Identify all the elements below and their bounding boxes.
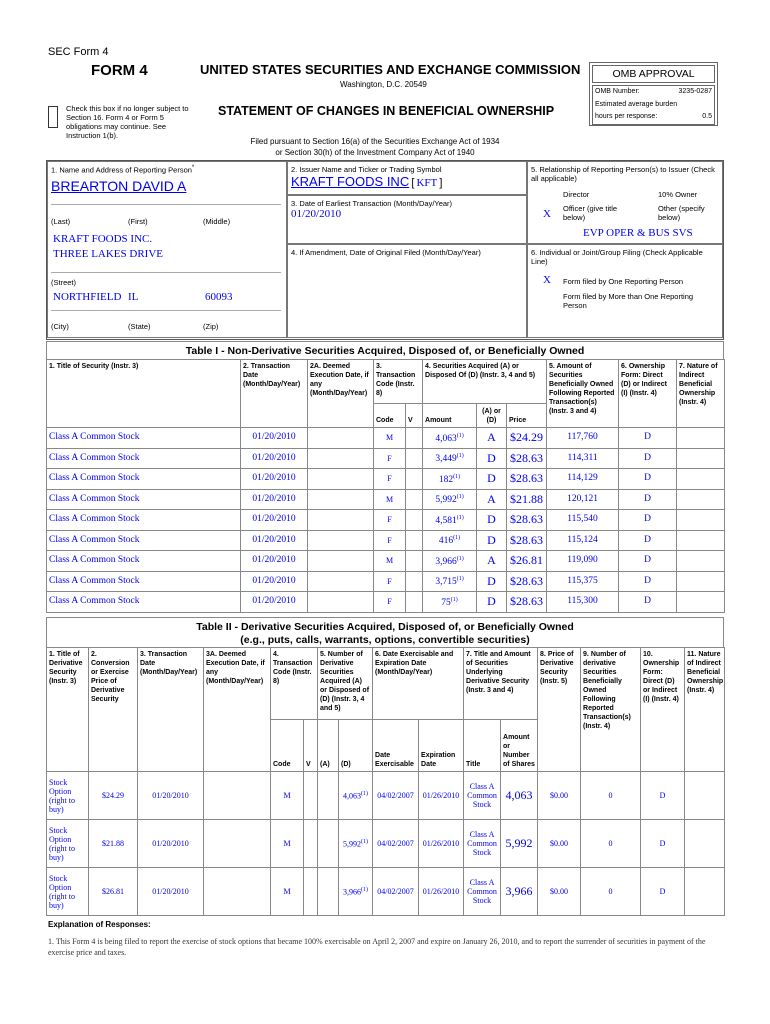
ticker: KFT bbox=[416, 177, 438, 189]
t1-sub-price: Price bbox=[507, 404, 547, 428]
number-owned: 0 bbox=[581, 868, 641, 916]
ownership-form: D bbox=[619, 428, 677, 449]
deemed-date bbox=[308, 571, 374, 592]
price: $21.88 bbox=[507, 489, 547, 510]
price: $28.63 bbox=[507, 448, 547, 469]
derivative-table bbox=[46, 647, 725, 916]
v-flag bbox=[406, 469, 423, 490]
t1-sub-code: Code bbox=[374, 404, 406, 428]
transaction-date: 01/20/2010 bbox=[241, 571, 308, 592]
table-row bbox=[47, 510, 725, 531]
t1-sub-v: V bbox=[406, 404, 423, 428]
underlying-amount: 4,063 bbox=[501, 772, 538, 820]
statement-title: STATEMENT OF CHANGES IN BENEFICIAL OWNERSHIP bbox=[218, 104, 555, 118]
deemed-date bbox=[308, 551, 374, 572]
security-title: Class A Common Stock bbox=[47, 448, 241, 469]
box-5-label: 5. Relationship of Reporting Person(s) to Issuer (Check all applicable) bbox=[531, 165, 715, 183]
footnote-ref: (1) bbox=[361, 791, 369, 798]
date-exercisable: 04/02/2007 bbox=[373, 772, 419, 820]
acquired-disposed: D bbox=[477, 448, 507, 469]
transaction-code: F bbox=[374, 530, 406, 551]
expiration-date: 01/26/2010 bbox=[419, 820, 464, 868]
price: $28.63 bbox=[507, 592, 547, 613]
security-title: Class A Common Stock bbox=[47, 510, 241, 531]
amount: 4,063$^{(1)}$ bbox=[423, 428, 477, 449]
nature bbox=[677, 489, 725, 510]
earliest-transaction-date: 01/20/2010 bbox=[291, 208, 342, 220]
table-2-caption-line-1: Table II - Derivative Securities Acquired, Disposed of, or Beneficially Owned bbox=[196, 621, 574, 633]
footnote-ref: (1) bbox=[453, 473, 461, 480]
disposed: 5,992$^{(1)}$ bbox=[339, 820, 373, 868]
acquired bbox=[318, 868, 339, 916]
ten-percent-owner-option[interactable]: 10% Owner bbox=[658, 190, 698, 199]
footnote-ref: (1) bbox=[450, 596, 458, 603]
form-title: FORM 4 bbox=[91, 62, 148, 79]
state-label: (State) bbox=[128, 322, 151, 331]
security-title: Class A Common Stock bbox=[47, 469, 241, 490]
t2-sub-amount: Amount or Number of Shares bbox=[501, 720, 538, 772]
footnote-ref: (1) bbox=[453, 535, 461, 542]
amount: 75$^{(1)}$ bbox=[423, 592, 477, 613]
box-1-reporting-person bbox=[47, 161, 287, 338]
omb-number: 3235-0287 bbox=[678, 88, 712, 95]
security-title: Class A Common Stock bbox=[47, 428, 241, 449]
transaction-date: 01/20/2010 bbox=[241, 428, 308, 449]
deemed-date bbox=[308, 469, 374, 490]
deemed-date bbox=[308, 592, 374, 613]
omb-number-label: OMB Number: bbox=[595, 88, 640, 95]
v-flag bbox=[406, 428, 423, 449]
t1-header-deemed: 2A. Deemed Execution Date, if any (Month/Day/Year) bbox=[308, 360, 374, 428]
t1-header-nature: 7. Nature of Indirect Beneficial Ownership (Instr. 4) bbox=[677, 360, 725, 428]
amount-owned: 114,129 bbox=[547, 469, 619, 490]
table-row bbox=[47, 469, 725, 490]
t2-header-deemed: 3A. Deemed Execution Date, if any (Month/Day/Year) bbox=[204, 648, 271, 772]
address-line-1: KRAFT FOODS INC. bbox=[53, 233, 153, 245]
transaction-date: 01/20/2010 bbox=[138, 772, 204, 820]
t2-sub-date-exercisable: Date Exercisable bbox=[373, 720, 419, 772]
table-row bbox=[47, 772, 725, 820]
t1-header-title: 1. Title of Security (Instr. 3) bbox=[47, 360, 241, 428]
t2-header-owned: 9. Number of derivative Securities Beneficially Owned Following Reported Transaction(s) (Instr. 4) bbox=[581, 648, 641, 772]
ownership-form: D bbox=[619, 448, 677, 469]
agency-title: UNITED STATES SECURITIES AND EXCHANGE COMMISSION bbox=[200, 62, 581, 77]
v-flag bbox=[406, 489, 423, 510]
amount: 3,715$^{(1)}$ bbox=[423, 571, 477, 592]
price: $28.63 bbox=[507, 530, 547, 551]
security-title: Class A Common Stock bbox=[47, 571, 241, 592]
ownership-form: D bbox=[619, 530, 677, 551]
deemed-date bbox=[308, 489, 374, 510]
derivative-title: Stock Option (right to buy) bbox=[47, 868, 89, 916]
amount-owned: 117,760 bbox=[547, 428, 619, 449]
filed-line-1: Filed pursuant to Section 16(a) of the Securities Exchange Act of 1934 bbox=[250, 137, 500, 146]
t2-sub-a: (A) bbox=[318, 720, 339, 772]
acquired-disposed: A bbox=[477, 551, 507, 572]
ownership-form: D bbox=[619, 592, 677, 613]
price: $26.81 bbox=[507, 551, 547, 572]
director-option[interactable]: Director bbox=[563, 190, 590, 199]
transaction-code: F bbox=[374, 469, 406, 490]
acquired-disposed: A bbox=[477, 428, 507, 449]
box-2-label: 2. Issuer Name and Ticker or Trading Symbol bbox=[291, 165, 442, 174]
transaction-code: M bbox=[271, 820, 304, 868]
ownership-form: D bbox=[641, 772, 685, 820]
expiration-date: 01/26/2010 bbox=[419, 868, 464, 916]
footnote-ref: (1) bbox=[361, 839, 369, 846]
nature bbox=[677, 428, 725, 449]
v-flag bbox=[406, 592, 423, 613]
nature bbox=[677, 510, 725, 531]
footnote-ref: (1) bbox=[456, 432, 464, 439]
number-owned: 0 bbox=[581, 820, 641, 868]
deemed-date bbox=[308, 448, 374, 469]
v-flag bbox=[406, 551, 423, 572]
agency-address: Washington, D.C. 20549 bbox=[340, 80, 427, 89]
derivative-title: Stock Option (right to buy) bbox=[47, 820, 89, 868]
nature bbox=[677, 469, 725, 490]
nature bbox=[677, 551, 725, 572]
no-longer-subject-checkbox[interactable] bbox=[48, 106, 58, 128]
zip-label: (Zip) bbox=[203, 322, 219, 331]
underlying-amount: 3,966 bbox=[501, 868, 538, 916]
amount-owned: 115,300 bbox=[547, 592, 619, 613]
transaction-code: M bbox=[374, 428, 406, 449]
middle-label: (Middle) bbox=[203, 217, 231, 226]
t1-sub-ad: (A) or (D) bbox=[477, 404, 507, 428]
t2-header-number: 5. Number of Derivative Securities Acquired (A) or Disposed of (D) (Instr. 3, 4 and 5) bbox=[318, 648, 373, 720]
omb-hours: 0.5 bbox=[702, 113, 712, 120]
filed-pursuant bbox=[230, 136, 520, 158]
t2-sub-v: V bbox=[304, 720, 318, 772]
v-flag bbox=[406, 530, 423, 551]
box-3-label: 3. Date of Earliest Transaction (Month/Day/Year) bbox=[291, 199, 453, 208]
table-row bbox=[47, 868, 725, 916]
transaction-date: 01/20/2010 bbox=[241, 489, 308, 510]
amount-owned: 114,311 bbox=[547, 448, 619, 469]
amount: 4,581$^{(1)}$ bbox=[423, 510, 477, 531]
city-label: (City) bbox=[51, 322, 69, 331]
acquired-disposed: D bbox=[477, 469, 507, 490]
security-title: Class A Common Stock bbox=[47, 551, 241, 572]
footnote-ref: (1) bbox=[456, 494, 464, 501]
amount: 5,992$^{(1)}$ bbox=[423, 489, 477, 510]
transaction-date: 01/20/2010 bbox=[241, 551, 308, 572]
date-exercisable: 04/02/2007 bbox=[373, 820, 419, 868]
ownership-form: D bbox=[641, 868, 685, 916]
transaction-code: M bbox=[374, 551, 406, 572]
checkbox-label: Check this box if no longer subject to Section 16. Form 4 or Form 5 obligations may continue. See Instruction 1(b). bbox=[66, 104, 189, 140]
t1-header-amount-owned: 5. Amount of Securities Beneficially Owned Following Reported Transaction(s) (Instr. 3 and 4) bbox=[547, 360, 619, 428]
table-2-caption-line-2: (e.g., puts, calls, warrants, options, convertible securities) bbox=[240, 634, 530, 646]
first-label: (First) bbox=[128, 217, 148, 226]
officer-check-mark: X bbox=[543, 208, 551, 220]
transaction-date: 01/20/2010 bbox=[138, 868, 204, 916]
transaction-code: M bbox=[271, 868, 304, 916]
transaction-date: 01/20/2010 bbox=[241, 448, 308, 469]
v-flag bbox=[304, 820, 318, 868]
deemed-date bbox=[204, 772, 271, 820]
box-2-issuer: 2. Issuer Name and Ticker or Trading Symbol KRAFT FOODS INC [ KFT ] bbox=[287, 161, 527, 195]
exercise-price: $26.81 bbox=[89, 868, 138, 916]
t2-sub-title: Title bbox=[464, 720, 501, 772]
reporting-info-section bbox=[46, 160, 724, 340]
underlying-title: Class A Common Stock bbox=[464, 772, 501, 820]
table-row bbox=[47, 592, 725, 613]
amount-owned: 115,540 bbox=[547, 510, 619, 531]
t2-header-title: 1. Title of Derivative Security (Instr. 3) bbox=[47, 648, 89, 772]
transaction-date: 01/20/2010 bbox=[138, 820, 204, 868]
acquired-disposed: D bbox=[477, 510, 507, 531]
omb-approval-box bbox=[589, 62, 718, 126]
transaction-code: F bbox=[374, 571, 406, 592]
acquired-disposed: D bbox=[477, 530, 507, 551]
table-row bbox=[47, 530, 725, 551]
address-line-2: THREE LAKES DRIVE bbox=[53, 248, 163, 260]
table-row bbox=[47, 571, 725, 592]
transaction-code: F bbox=[374, 448, 406, 469]
reporting-person-name[interactable]: BREARTON DAVID A bbox=[51, 177, 187, 194]
nature bbox=[677, 571, 725, 592]
derivative-price: $0.00 bbox=[538, 820, 581, 868]
ownership-form: D bbox=[619, 510, 677, 531]
table-row bbox=[47, 551, 725, 572]
exercise-price: $21.88 bbox=[89, 820, 138, 868]
box-5-relationship bbox=[527, 161, 723, 244]
t2-header-underlying: 7. Title and Amount of Securities Underlying Derivative Security (Instr. 3 and 4) bbox=[464, 648, 538, 720]
acquired bbox=[318, 820, 339, 868]
transaction-date: 01/20/2010 bbox=[241, 469, 308, 490]
footnote-ref: (1) bbox=[456, 514, 464, 521]
price: $28.63 bbox=[507, 469, 547, 490]
amount: 182$^{(1)}$ bbox=[423, 469, 477, 490]
t2-header-deriv-price: 8. Price of Derivative Security (Instr. 5) bbox=[538, 648, 581, 772]
nature bbox=[685, 772, 725, 820]
box-4-amendment bbox=[287, 244, 527, 338]
v-flag bbox=[304, 772, 318, 820]
last-label: (Last) bbox=[51, 217, 71, 226]
transaction-code: M bbox=[271, 772, 304, 820]
table-row bbox=[47, 448, 725, 469]
amount-owned: 120,121 bbox=[547, 489, 619, 510]
ownership-form: D bbox=[619, 469, 677, 490]
amount: 416$^{(1)}$ bbox=[423, 530, 477, 551]
transaction-code: M bbox=[374, 489, 406, 510]
price: $28.63 bbox=[507, 510, 547, 531]
acquired-disposed: A bbox=[477, 489, 507, 510]
table-row bbox=[47, 428, 725, 449]
other-option[interactable]: Other (specify below) bbox=[658, 204, 705, 222]
sec-form-label: SEC Form 4 bbox=[48, 46, 109, 58]
footnote-1: 1. This Form 4 is being filed to report the exercise of stock options that became 100% exercisable on April 2, 2007 and expire on January 26, 2010, and to report the surrender of securities in payment of the exercise price and taxes. bbox=[48, 937, 706, 957]
date-exercisable: 04/02/2007 bbox=[373, 868, 419, 916]
footnote-ref: (1) bbox=[456, 453, 464, 460]
transaction-date: 01/20/2010 bbox=[241, 592, 308, 613]
security-title: Class A Common Stock bbox=[47, 530, 241, 551]
t2-sub-expiration: Expiration Date bbox=[419, 720, 464, 772]
ownership-form: D bbox=[619, 551, 677, 572]
deemed-date bbox=[204, 868, 271, 916]
box-4-label: 4. If Amendment, Date of Original Filed (Month/Day/Year) bbox=[291, 248, 481, 257]
t2-header-nature: 11. Nature of Indirect Beneficial Ownership (Instr. 4) bbox=[685, 648, 725, 772]
derivative-title: Stock Option (right to buy) bbox=[47, 772, 89, 820]
footnote-ref: (1) bbox=[456, 555, 464, 562]
underlying-title: Class A Common Stock bbox=[464, 820, 501, 868]
t2-header-price: 2. Conversion or Exercise Price of Derivative Security bbox=[89, 648, 138, 772]
omb-title: OMB APPROVAL bbox=[592, 65, 715, 83]
nature bbox=[677, 530, 725, 551]
box-6-label: 6. Individual or Joint/Group Filing (Check Applicable Line) bbox=[531, 248, 703, 266]
number-owned: 0 bbox=[581, 772, 641, 820]
transaction-code: F bbox=[374, 510, 406, 531]
officer-option[interactable]: Officer (give title below) bbox=[563, 204, 618, 222]
omb-hours-label: hours per response: bbox=[595, 113, 658, 120]
t2-sub-d: (D) bbox=[339, 720, 373, 772]
acquired bbox=[318, 772, 339, 820]
table-row bbox=[47, 820, 725, 868]
t1-header-code: 3. Transaction Code (Instr. 8) bbox=[374, 360, 423, 404]
amount-owned: 119,090 bbox=[547, 551, 619, 572]
amount: 3,449$^{(1)}$ bbox=[423, 448, 477, 469]
transaction-date: 01/20/2010 bbox=[241, 530, 308, 551]
t2-sub-code: Code bbox=[271, 720, 304, 772]
acquired-disposed: D bbox=[477, 571, 507, 592]
price: $24.29 bbox=[507, 428, 547, 449]
state: IL bbox=[128, 291, 139, 303]
more-reporting-persons-option[interactable]: Form filed by More than One Reporting Person bbox=[563, 292, 694, 310]
deemed-date bbox=[308, 428, 374, 449]
filed-line-2: or Section 30(h) of the Investment Company Act of 1940 bbox=[275, 148, 475, 157]
footnote-ref: (1) bbox=[456, 576, 464, 583]
v-flag bbox=[406, 571, 423, 592]
underlying-title: Class A Common Stock bbox=[464, 868, 501, 916]
acquired-disposed: D bbox=[477, 592, 507, 613]
deemed-date bbox=[204, 820, 271, 868]
city: NORTHFIELD bbox=[53, 291, 122, 303]
box-1-label: 1. Name and Address of Reporting Person bbox=[51, 165, 192, 175]
underlying-amount: 5,992 bbox=[501, 820, 538, 868]
v-flag bbox=[304, 868, 318, 916]
disposed: 3,966$^{(1)}$ bbox=[339, 868, 373, 916]
t2-header-ownership: 10. Ownership Form: Direct (D) or Indirect (I) (Instr. 4) bbox=[641, 648, 685, 772]
t1-header-ownership: 6. Ownership Form: Direct (D) or Indirect (I) (Instr. 4) bbox=[619, 360, 677, 428]
non-derivative-table bbox=[46, 359, 725, 613]
street-label: (Street) bbox=[51, 278, 77, 287]
table-1-caption: Table I - Non-Derivative Securities Acquired, Disposed of, or Beneficially Owned bbox=[46, 341, 724, 359]
v-flag bbox=[406, 510, 423, 531]
deemed-date bbox=[308, 530, 374, 551]
box-6-filing bbox=[527, 244, 723, 338]
deemed-date bbox=[308, 510, 374, 531]
footnote-ref: (1) bbox=[361, 887, 369, 894]
zip: 60093 bbox=[205, 291, 233, 303]
nature bbox=[677, 448, 725, 469]
t1-header-acquired: 4. Securities Acquired (A) or Disposed Of (D) (Instr. 3, 4 and 5) bbox=[423, 360, 547, 404]
t2-header-code: 4. Transaction Code (Instr. 8) bbox=[271, 648, 318, 720]
amount: 3,966$^{(1)}$ bbox=[423, 551, 477, 572]
security-title: Class A Common Stock bbox=[47, 489, 241, 510]
derivative-price: $0.00 bbox=[538, 868, 581, 916]
transaction-date: 01/20/2010 bbox=[241, 510, 308, 531]
nature bbox=[685, 820, 725, 868]
security-title: Class A Common Stock bbox=[47, 592, 241, 613]
t2-header-date: 3. Transaction Date (Month/Day/Year) bbox=[138, 648, 204, 772]
nature bbox=[677, 592, 725, 613]
asterisk: * bbox=[191, 165, 195, 171]
ownership-form: D bbox=[619, 571, 677, 592]
table-row bbox=[47, 489, 725, 510]
transaction-code: F bbox=[374, 592, 406, 613]
issuer-name[interactable]: KRAFT FOODS INC bbox=[291, 174, 410, 189]
box-3-earliest-date bbox=[287, 195, 527, 244]
explanation-title: Explanation of Responses: bbox=[48, 920, 151, 929]
officer-title: EVP OPER & BUS SVS bbox=[583, 227, 693, 239]
price: $28.63 bbox=[507, 571, 547, 592]
derivative-price: $0.00 bbox=[538, 772, 581, 820]
v-flag bbox=[406, 448, 423, 469]
disposed: 4,063$^{(1)}$ bbox=[339, 772, 373, 820]
table-2-caption bbox=[46, 617, 724, 647]
t2-header-exercisable: 6. Date Exercisable and Expiration Date (Month/Day/Year) bbox=[373, 648, 464, 720]
t1-sub-amount: Amount bbox=[423, 404, 477, 428]
nature bbox=[685, 868, 725, 916]
t1-header-date: 2. Transaction Date (Month/Day/Year) bbox=[241, 360, 308, 428]
ownership-form: D bbox=[619, 489, 677, 510]
one-person-check-mark: X bbox=[543, 274, 551, 286]
exercise-price: $24.29 bbox=[89, 772, 138, 820]
expiration-date: 01/26/2010 bbox=[419, 772, 464, 820]
omb-burden-label: Estimated average burden bbox=[595, 100, 678, 108]
amount-owned: 115,124 bbox=[547, 530, 619, 551]
one-reporting-person-option[interactable]: Form filed by One Reporting Person bbox=[563, 277, 684, 286]
ownership-form: D bbox=[641, 820, 685, 868]
amount-owned: 115,375 bbox=[547, 571, 619, 592]
